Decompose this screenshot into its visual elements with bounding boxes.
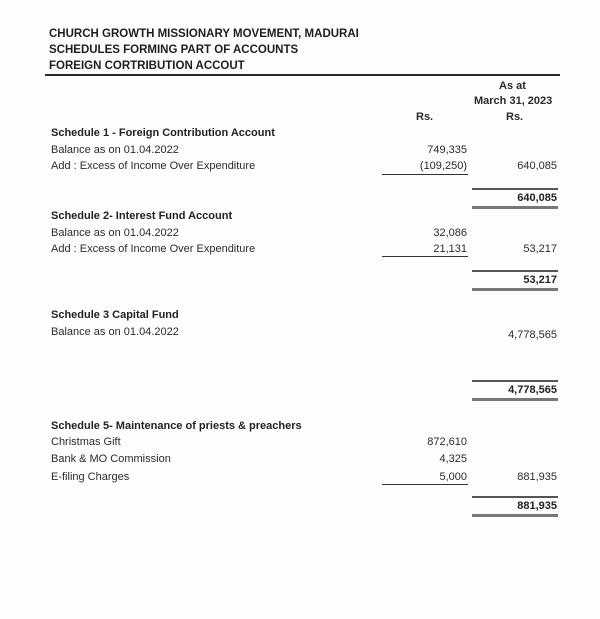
subtotal-underline (382, 174, 468, 175)
row-label: E-filing Charges (51, 471, 130, 483)
row-total: 53,217 (523, 243, 557, 255)
row-label: Christmas Gift (51, 436, 121, 448)
row-label: Add : Excess of Income Over Expenditure (51, 160, 256, 172)
schedule-title: Schedule 5- Maintenance of priests & preachers (51, 420, 302, 432)
document-subtitle: SCHEDULES FORMING PART OF ACCOUNTS (49, 44, 299, 56)
row-label: Balance as on 01.04.2022 (51, 326, 179, 338)
total-top-rule (472, 380, 558, 382)
schedule-total: 53,217 (523, 274, 557, 286)
row-amount: (109,250) (419, 160, 467, 172)
total-double-rule (472, 514, 558, 517)
subtotal-underline (382, 484, 468, 485)
schedule-title: Schedule 3 Capital Fund (51, 309, 179, 321)
row-total: 881,935 (517, 471, 557, 483)
section-title: FOREIGN CORTRIBUTION ACCOUT (49, 60, 245, 72)
row-label: Bank & MO Commission (51, 453, 171, 465)
subtotal-underline (382, 256, 468, 257)
total-double-rule (472, 206, 558, 209)
row-amount: 749,335 (427, 144, 467, 156)
row-total: 4,778,565 (508, 329, 557, 341)
row-amount: 4,325 (439, 453, 467, 465)
row-label: Balance as on 01.04.2022 (51, 144, 179, 156)
row-label: Add : Excess of Income Over Expenditure (51, 243, 256, 255)
total-top-rule (472, 496, 558, 498)
schedule-total: 640,085 (517, 192, 557, 204)
organization-name: CHURCH GROWTH MISSIONARY MOVEMENT, MADURAI (49, 28, 359, 40)
row-label: Balance as on 01.04.2022 (51, 227, 179, 239)
total-double-rule (472, 398, 558, 401)
as-at-date: March 31, 2023 (474, 95, 553, 107)
total-top-rule (472, 270, 558, 272)
column-2-unit: Rs. (506, 111, 524, 123)
row-amount: 872,610 (427, 436, 467, 448)
total-top-rule (472, 188, 558, 190)
row-amount: 5,000 (439, 471, 467, 483)
total-double-rule (472, 288, 558, 291)
header-rule (45, 74, 560, 76)
schedule-total: 881,935 (517, 500, 557, 512)
column-1-unit: Rs. (416, 111, 434, 123)
schedule-total: 4,778,565 (508, 384, 557, 396)
row-total: 640,085 (517, 160, 557, 172)
row-amount: 32,086 (433, 227, 467, 239)
schedule-title: Schedule 1 - Foreign Contribution Account (51, 127, 275, 139)
row-amount: 21,131 (433, 243, 467, 255)
as-at-label: As at (499, 80, 526, 92)
schedule-title: Schedule 2- Interest Fund Account (51, 210, 233, 222)
